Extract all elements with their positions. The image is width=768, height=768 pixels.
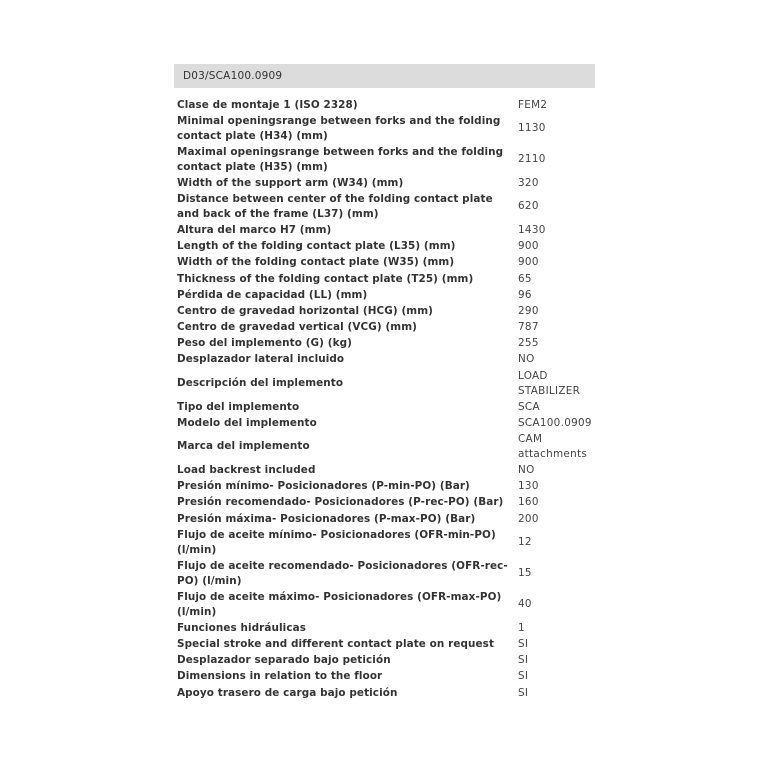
spec-row [174,495,595,511]
model-code: D03/SCA100.0909 [183,70,283,82]
spec-row [174,620,595,636]
spec-value: 200 [518,512,539,525]
spec-value: SI [518,670,529,683]
spec-row [174,113,595,144]
spec-label: Peso del implemento (G) (kg) [177,337,352,350]
spec-row [174,415,595,431]
spec-label: Flujo de aceite recomendado- Posicionadores (OFR-rec-PO) (l/min) [177,559,508,587]
spec-label: Thickness of the folding contact plate (T25) (mm) [177,272,474,285]
spec-row [174,527,595,558]
spec-value: 160 [518,496,539,509]
spec-value: 1430 [518,223,546,236]
spec-label: Desplazador lateral incluido [177,353,345,366]
spec-row [174,97,595,113]
spec-value: 320 [518,176,539,189]
spec-value: 787 [518,321,539,334]
spec-row [174,352,595,368]
spec-row [174,399,595,415]
spec-table [174,64,595,701]
spec-row [174,653,595,669]
spec-label: Special stroke and different contact plate on request [177,637,495,650]
spec-value: 1130 [518,122,546,135]
spec-label: Presión máxima- Posicionadores (P-max-PO) (Bar) [177,512,476,525]
spec-label: Length of the folding contact plate (L35) (mm) [177,240,456,253]
spec-label: Presión recomendado- Posicionadores (P-rec-PO) (Bar) [177,496,504,509]
spec-row [174,303,595,319]
spec-value: SI [518,686,529,699]
spec-row [174,222,595,238]
spec-row [174,175,595,191]
spec-value: 1 [518,621,525,634]
spec-value: SI [518,654,529,667]
spec-label: Minimal openingsrange between forks and the folding contact plate (H34) (mm) [177,114,501,142]
spec-row [174,144,595,175]
spec-value: 2110 [518,153,546,166]
spec-value: SI [518,637,529,650]
spec-value: 900 [518,256,539,269]
spec-value: LOAD STABILIZER [518,369,581,397]
spec-label: Tipo del implemento [177,400,300,413]
spec-label: Modelo del implemento [177,416,317,429]
spec-value: SCA [518,400,540,413]
spec-label: Funciones hidráulicas [177,621,306,634]
spec-value: 15 [518,567,532,580]
spec-label: Clase de montaje 1 (ISO 2328) [177,98,358,111]
spec-value: NO [518,353,535,366]
spec-row [174,271,595,287]
spec-row [174,320,595,336]
spec-label: Maximal openingsrange between forks and the folding contact plate (H35) (mm) [177,145,504,173]
spec-label: Centro de gravedad vertical (VCG) (mm) [177,321,418,334]
spec-label: Descripción del implemento [177,377,344,390]
spec-value: SCA100.0909 [518,416,592,429]
spec-label: Marca del implemento [177,440,310,453]
table-header [174,64,595,88]
spec-row [174,431,595,462]
spec-label: Dimensions in relation to the floor [177,670,383,683]
spec-label: Width of the folding contact plate (W35) (mm) [177,256,455,269]
spec-row [174,287,595,303]
spec-label: Width of the support arm (W34) (mm) [177,176,404,189]
spec-row [174,685,595,701]
spec-row [174,479,595,495]
spec-row [174,558,595,589]
spec-value: 40 [518,598,532,611]
spec-value: 12 [518,536,532,549]
spec-row [174,368,595,399]
spec-value: CAM attachments [518,432,588,460]
spec-value: 96 [518,288,532,301]
spec-label: Altura del marco H7 (mm) [177,223,332,236]
spec-label: Apoyo trasero de carga bajo petición [177,686,398,699]
spec-row [174,589,595,620]
spec-row [174,255,595,271]
spec-label: Desplazador separado bajo petición [177,654,391,667]
spec-row [174,669,595,685]
spec-rows [174,97,595,701]
spec-value: 620 [518,200,539,213]
spec-value: 290 [518,304,539,317]
spec-row [174,511,595,527]
spec-label: Pérdida de capacidad (LL) (mm) [177,288,368,301]
spec-row [174,462,595,478]
spec-row [174,239,595,255]
spec-row [174,636,595,652]
spec-value: NO [518,464,535,477]
spec-value: 900 [518,240,539,253]
spec-value: FEM2 [518,98,548,111]
spec-label: Presión mínimo- Posicionadores (P-min-PO) (Bar) [177,480,470,493]
spec-row [174,191,595,222]
spec-value: 255 [518,337,539,350]
spec-label: Distance between center of the folding contact plate and back of the frame (L37) (mm) [177,192,493,220]
spec-label: Load backrest included [177,464,316,477]
spec-label: Flujo de aceite máximo- Posicionadores (OFR-max-PO) (l/min) [177,590,502,618]
spec-label: Centro de gravedad horizontal (HCG) (mm) [177,304,433,317]
spec-value: 65 [518,272,532,285]
spec-value: 130 [518,480,539,493]
spec-label: Flujo de aceite mínimo- Posicionadores (OFR-min-PO) (l/min) [177,528,496,556]
spec-row [174,336,595,352]
